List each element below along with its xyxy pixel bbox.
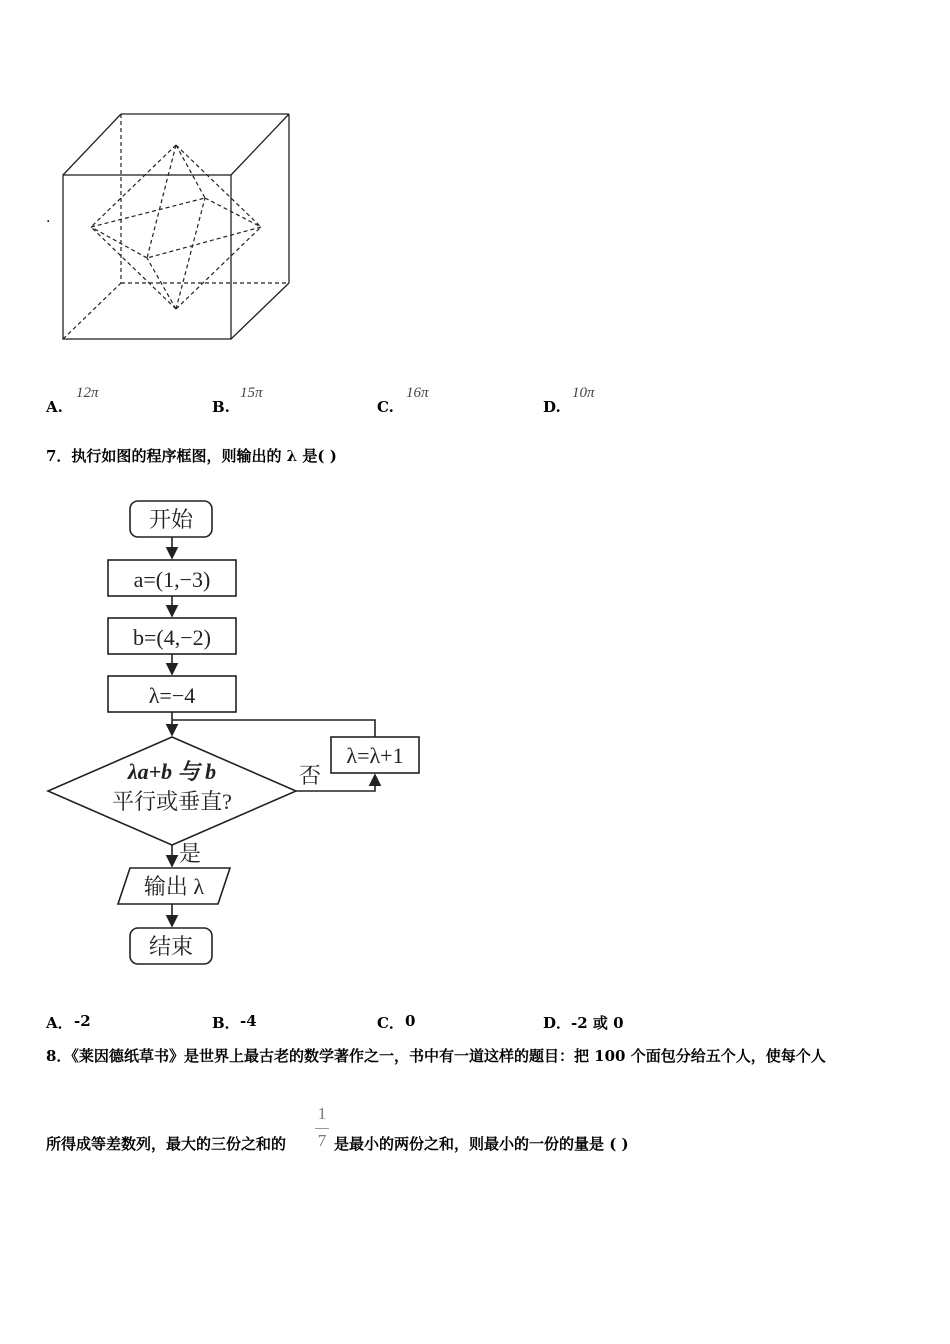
q7-option-c-value: 0 <box>405 1012 416 1030</box>
q7-option-a-label: A． <box>46 1014 73 1032</box>
flow-update-text: λ=λ+1 <box>346 743 404 768</box>
q8-fraction-bar <box>315 1128 329 1129</box>
q7-option-d-value: -2 或 0 <box>571 1014 624 1032</box>
flow-step-b-text: b=(4,−2) <box>133 625 211 650</box>
flow-yes-label: 是 <box>178 841 202 866</box>
q8-fraction-denominator: 7 <box>317 1131 327 1150</box>
q6-option-d-value: 10π <box>572 385 595 401</box>
q6-option-a-label: A. <box>46 398 63 416</box>
q6-option-c-label: C. <box>377 398 394 416</box>
flow-end-text: 结束 <box>148 934 194 959</box>
q8-question-line-1: 8．《莱因德纸草书》是世界上最古老的数学著作之一，书中有一道这样的题目：把 100 个面包分给五个人，使每个人 <box>46 1047 826 1065</box>
flow-output-text: 输出 λ <box>143 874 205 899</box>
flow-no-label: 否 <box>298 763 322 788</box>
q6-option-d-label: D. <box>543 398 561 416</box>
q7-option-b-value: -4 <box>240 1012 257 1030</box>
cube-octahedron-figure <box>55 108 300 344</box>
q6-option-a-value: 12π <box>76 385 99 401</box>
q8-question-line-2a: 所得成等差数列，最大的三份之和的 <box>46 1135 287 1153</box>
q6-option-c-value: 16π <box>406 385 429 401</box>
q7-option-a-value: -2 <box>74 1012 91 1030</box>
q8-question-line-2b: 是最小的两份之和，则最小的一份的量是 ( ) <box>334 1135 629 1153</box>
q7-option-c-label: C． <box>377 1014 404 1032</box>
q6-option-b-label: B. <box>212 398 230 416</box>
flowchart <box>44 495 429 970</box>
q7-question-text: 7．执行如图的程序框图，则输出的 λ 是( ) <box>46 447 337 465</box>
flow-step-a-text: a=(1,−3) <box>133 567 211 592</box>
stray-dot: · <box>46 214 51 230</box>
flow-start-text: 开始 <box>148 507 194 532</box>
q8-fraction-numerator: 1 <box>317 1104 327 1123</box>
q7-option-b-label: B． <box>212 1014 240 1032</box>
flow-condition-text-1: λa+b 与 b <box>127 759 217 784</box>
flow-step-l-text: λ=−4 <box>148 683 196 708</box>
q7-option-d-label: D． <box>543 1014 572 1032</box>
flow-condition-text-2: 平行或垂直? <box>112 789 232 814</box>
q6-option-b-value: 15π <box>240 385 263 401</box>
